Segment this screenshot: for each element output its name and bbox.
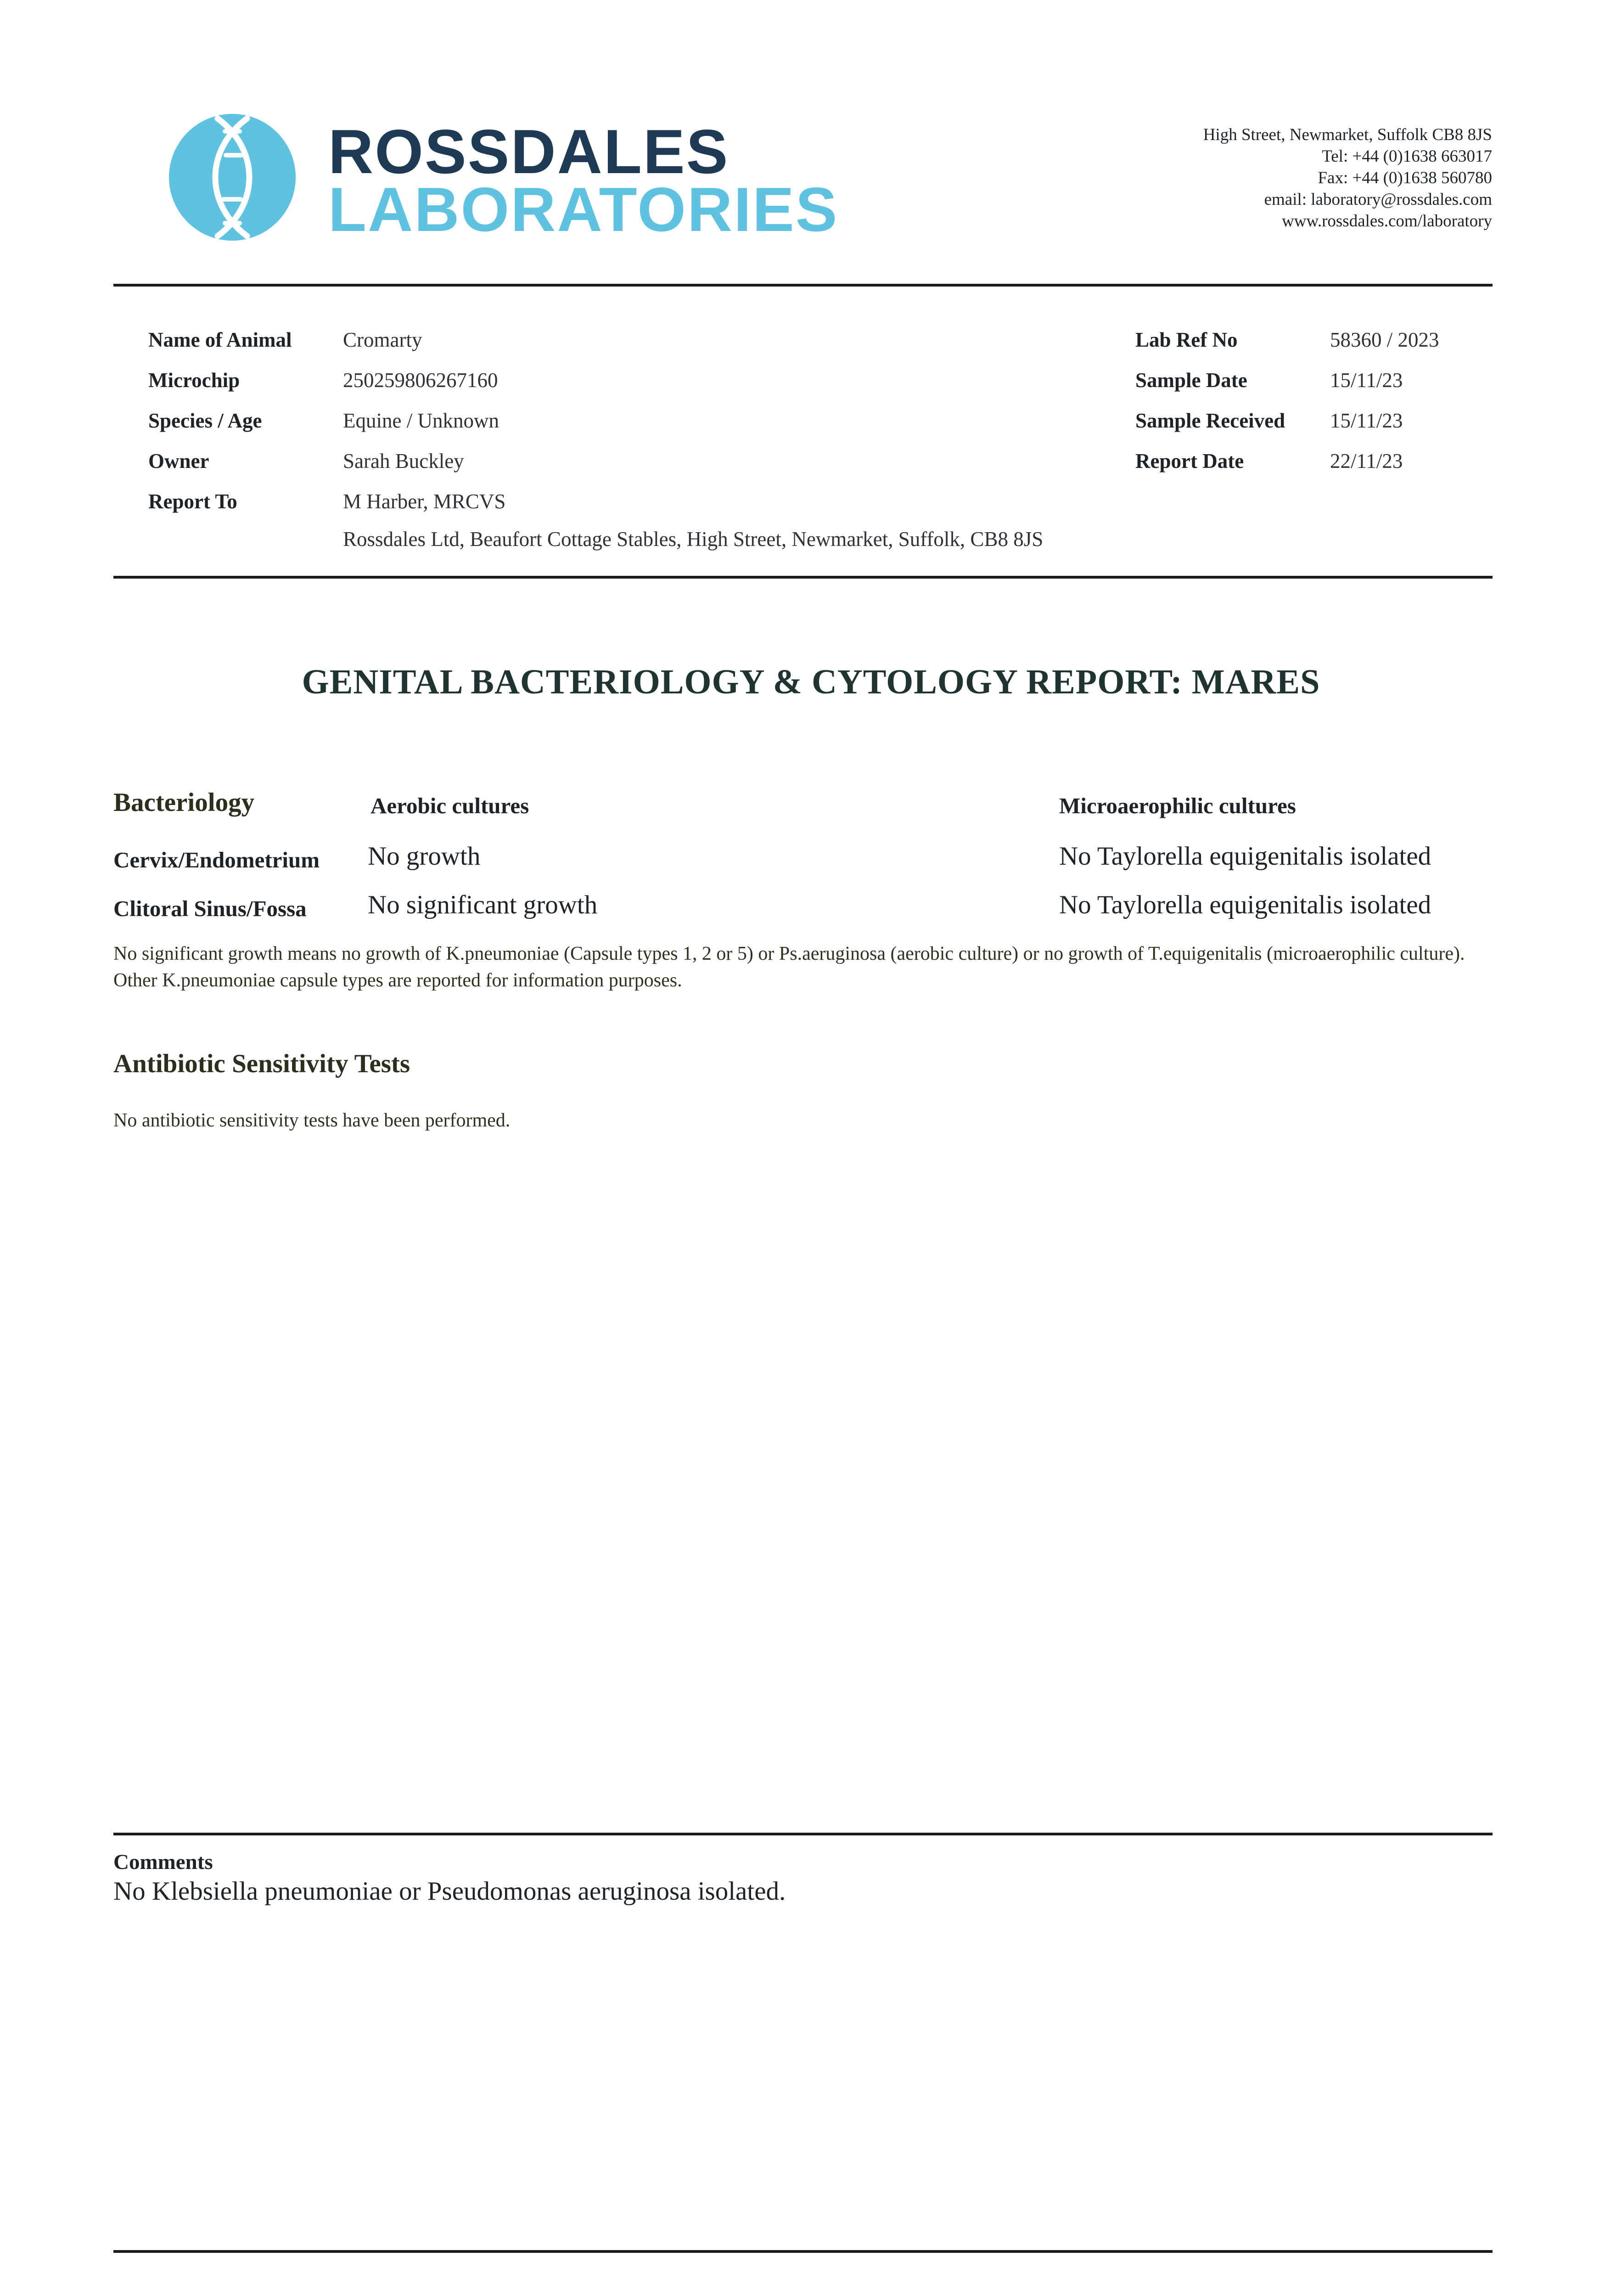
bacteriology-heading: Bacteriology [113,788,255,817]
comments-text: No Klebsiella pneumoniae or Pseudomonas aeruginosa isolated. [113,1877,786,1906]
owner-label: Owner [148,450,209,473]
lab-name-line2: LABORATORIES [328,174,839,244]
address-website[interactable]: www.rossdales.com/laboratory [1282,212,1492,231]
site-clitoral-label: Clitoral Sinus/Fossa [113,896,307,921]
microchip-label: Microchip [148,369,240,392]
sample-date-value: 15/11/23 [1330,369,1403,392]
address-street: High Street, Newmarket, Suffolk CB8 8JS [1203,125,1492,144]
species-age-label: Species / Age [148,409,262,432]
microaerophilic-column-header: Microaerophilic cultures [1059,793,1296,818]
cervix-micro-result: No Taylorella equigenitalis isolated [1059,842,1431,871]
address-fax: Fax: +44 (0)1638 560780 [1318,169,1492,187]
antibiotic-heading: Antibiotic Sensitivity Tests [113,1049,410,1078]
microchip-value: 250259806267160 [343,369,498,392]
comments-label: Comments [113,1850,213,1874]
address-tel: Tel: +44 (0)1638 663017 [1322,147,1492,166]
footer-rule [113,2250,1493,2253]
antibiotic-text: No antibiotic sensitivity tests have been performed. [113,1110,511,1131]
address-email[interactable]: email: laboratory@rossdales.com [1264,190,1492,209]
report-title: GENITAL BACTERIOLOGY & CYTOLOGY REPORT: MARES [302,663,1320,701]
report-to-value: M Harber, MRCVS [343,490,506,513]
lab-name-line1: ROSSDALES [328,117,730,186]
sample-date-label: Sample Date [1135,369,1247,392]
animal-name-label: Name of Animal [148,328,292,351]
lab-address [1203,124,1492,232]
cervix-aerobic-result: No growth [368,842,481,871]
report-to-label: Report To [148,490,237,513]
species-age-value: Equine / Unknown [343,409,499,432]
owner-value: Sarah Buckley [343,450,464,473]
clitoral-micro-result: No Taylorella equigenitalis isolated [1059,890,1431,919]
lab-ref-label: Lab Ref No [1135,328,1238,351]
comments-rule [113,1833,1493,1835]
clitoral-aerobic-result: No significant growth [368,890,598,919]
info-rule [113,576,1493,579]
header-rule [113,284,1493,287]
lab-ref-value: 58360 / 2023 [1330,328,1439,351]
aerobic-column-header: Aerobic cultures [370,793,529,818]
sample-received-value: 15/11/23 [1330,409,1403,432]
report-date-label: Report Date [1135,450,1244,473]
report-to-address: Rossdales Ltd, Beaufort Cottage Stables, High Street, Newmarket, Suffolk, CB8 8JS [343,528,1044,551]
site-cervix-label: Cervix/Endometrium [113,847,320,872]
sample-received-label: Sample Received [1135,409,1285,432]
bacteriology-note: No significant growth means no growth of K.pneumoniae (Capsule types 1, 2 or 5) or Ps.aeruginosa (aerobic culture) or no growth of T.equigenitalis (microaerophilic culture). Other K.pneumoniae capsule types are reported for information purposes. [113,943,1465,991]
report-date-value: 22/11/23 [1330,450,1403,473]
dna-helix-icon [168,113,297,242]
animal-name: Cromarty [343,328,422,351]
